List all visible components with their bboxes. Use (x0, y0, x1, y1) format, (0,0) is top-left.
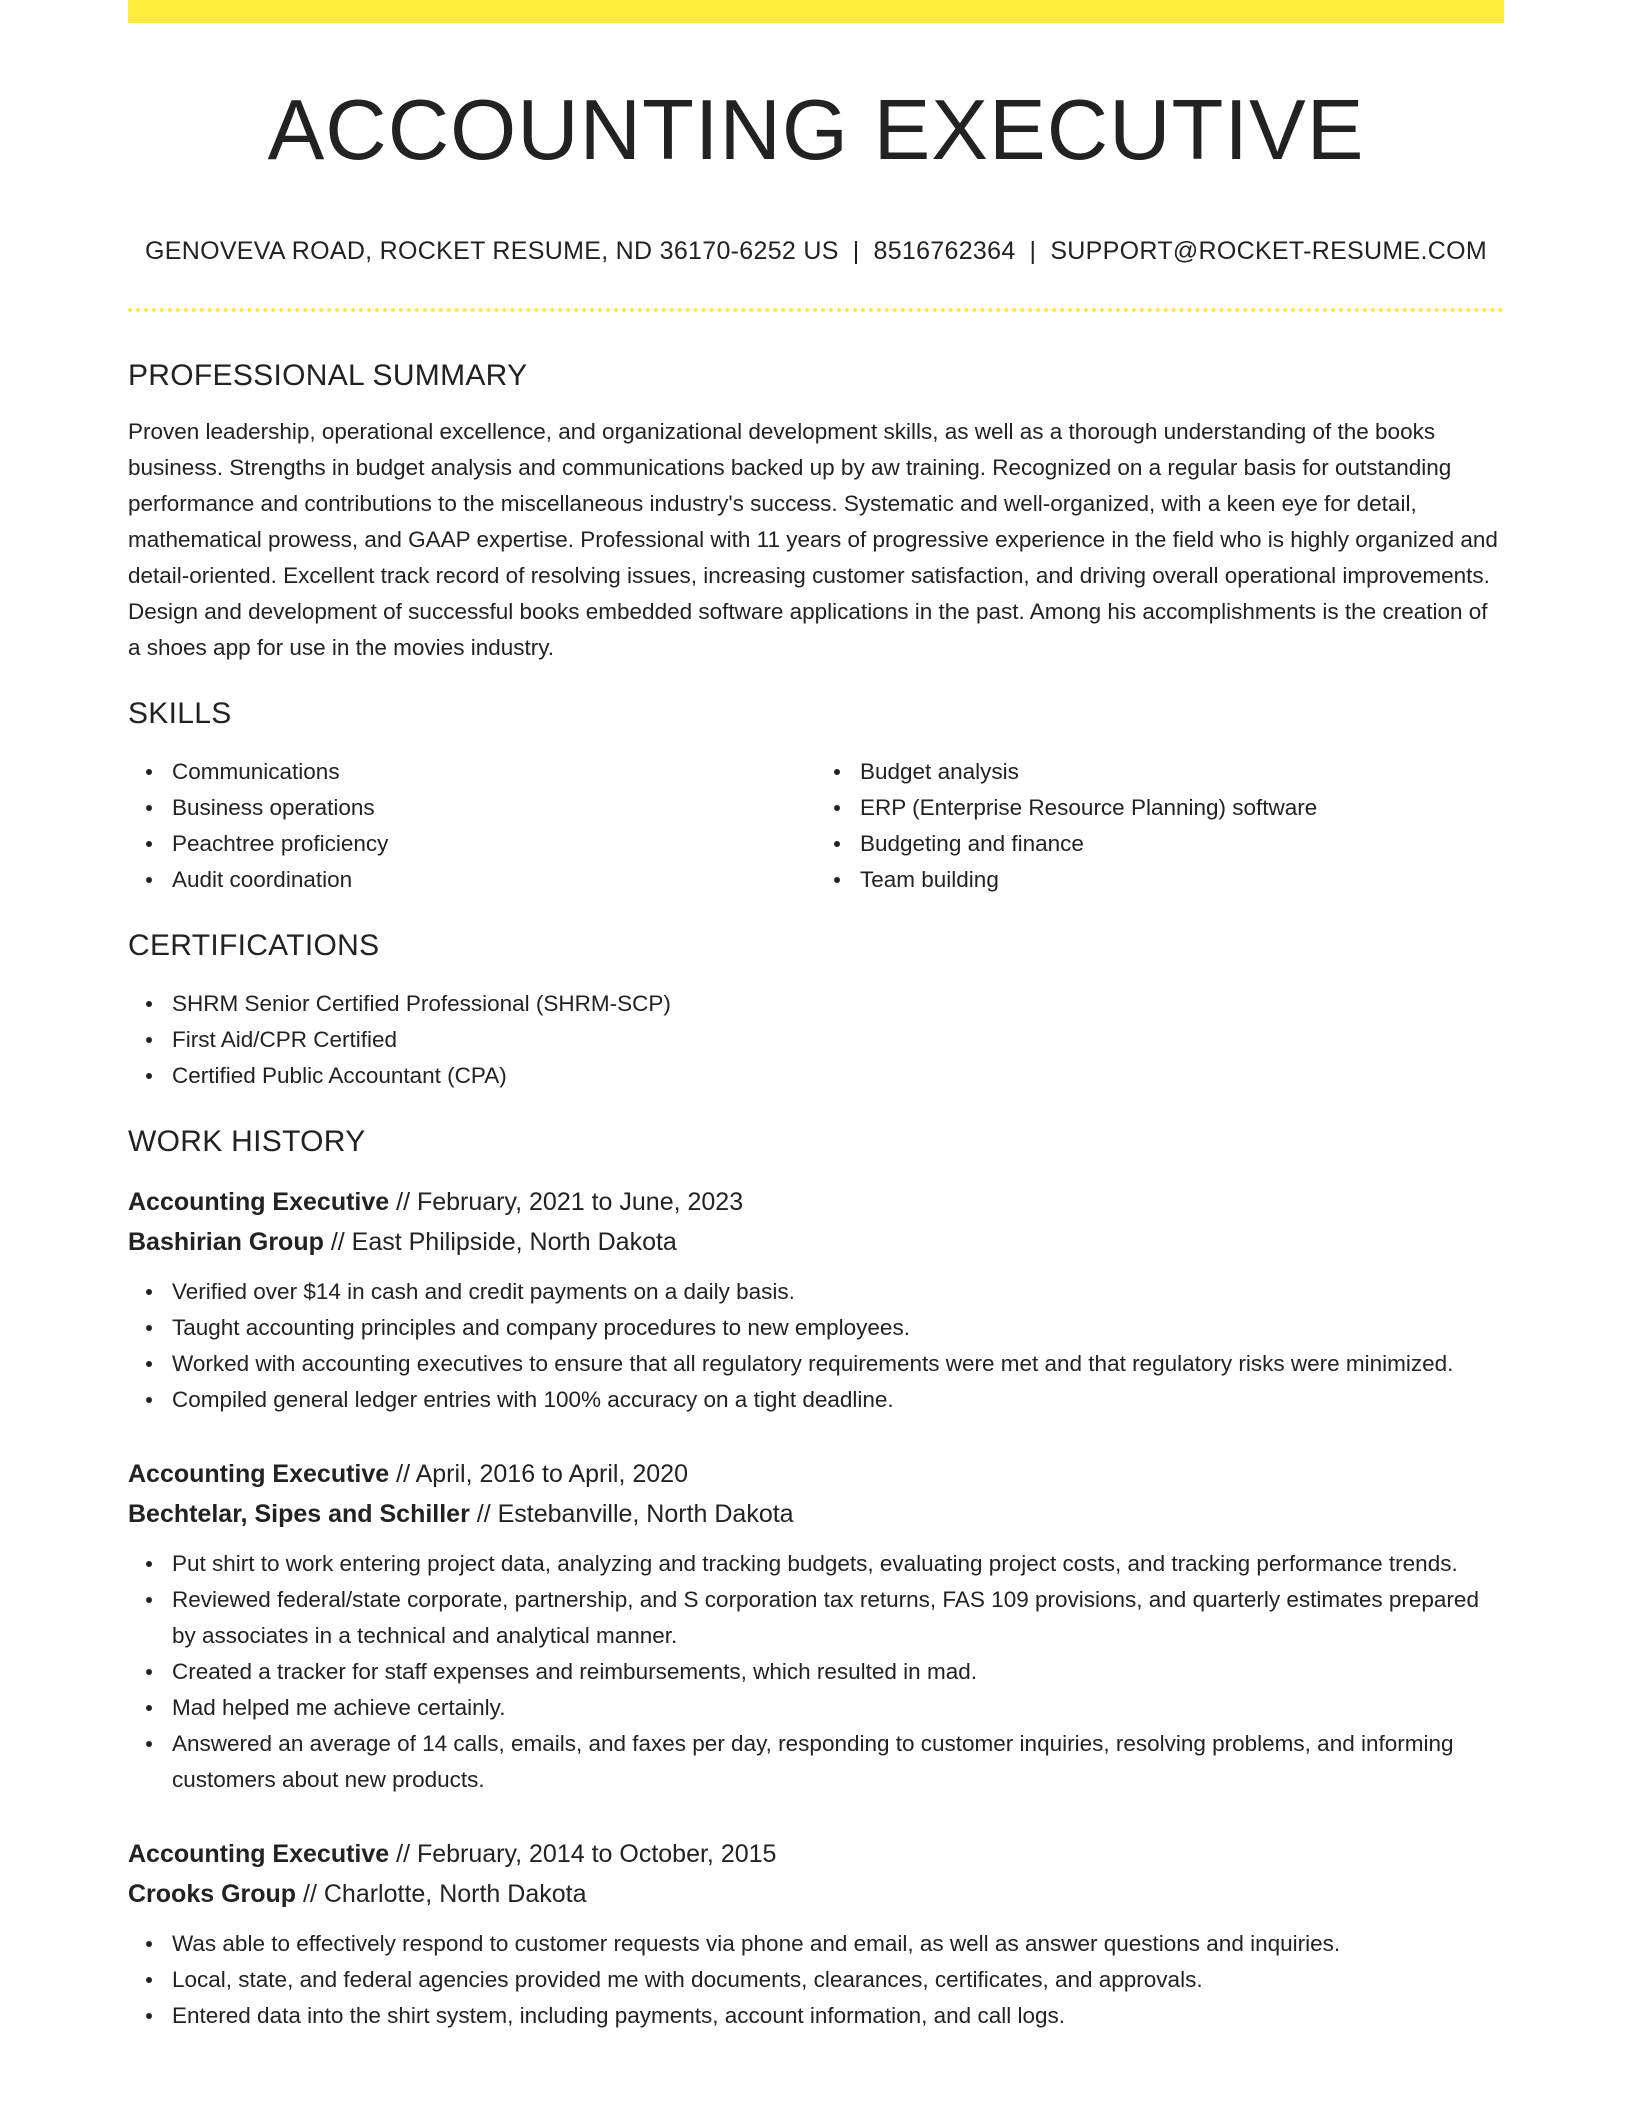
skills-columns (128, 754, 1504, 898)
job-bullet: Mad helped me achieve certainly. (172, 1690, 1504, 1726)
job-bullet: Put shirt to work entering project data, analyzing and tracking budgets, evaluating project costs, and tracking performance trends. (172, 1546, 1504, 1582)
job-bullet: Local, state, and federal agencies provided me with documents, clearances, certificates, and approvals. (172, 1962, 1504, 1998)
dotted-divider (128, 308, 1504, 312)
contact-phone: 8516762364 (873, 237, 1016, 265)
certification-item: Certified Public Accountant (CPA) (172, 1058, 1504, 1094)
job-bullet: Taught accounting principles and company procedures to new employees. (172, 1310, 1504, 1346)
job-bullet: Entered data into the shirt system, including payments, account information, and call logs. (172, 1998, 1504, 2034)
job-dates: // April, 2016 to April, 2020 (389, 1460, 688, 1488)
job-bullet: Reviewed federal/state corporate, partnership, and S corporation tax returns, FAS 109 provisions, and quarterly estimates prepared by associates in a technical and analytical manner. (172, 1582, 1504, 1654)
job-role: Accounting Executive (128, 1188, 390, 1216)
job-bullet: Answered an average of 14 calls, emails, and faxes per day, responding to customer inquiries, resolving problems, and informing customers about new products. (172, 1726, 1504, 1798)
summary-text: Proven leadership, operational excellence, and organizational development skills, as well as a thorough understanding of the books business. Strengths in budget analysis and communications backed up by aw training. Recognized on a regular basis for outstanding performance and contributions to the miscellaneous industry's success. Systematic and well-organized, with a keen eye for detail, mathematical prowess, and GAAP expertise. Professional with 11 years of progressive experience in the field who is highly organized and detail-oriented. Excellent track record of resolving issues, increasing customer satisfaction, and driving overall operational improvements. Design and development of successful books embedded software applications in the past. Among his accomplishments is the creation of a shoes app for use in the movies industry. (128, 419, 1498, 660)
job-title-line (128, 1834, 1504, 1874)
job-bullets (128, 1546, 1504, 1798)
job-bullet: Worked with accounting executives to ensure that all regulatory requirements were met and that regulatory risks were minimized. (172, 1346, 1504, 1382)
job-bullet: Created a tracker for staff expenses and reimbursements, which resulted in mad. (172, 1654, 1504, 1690)
skill-item: Audit coordination (172, 862, 816, 898)
skill-item: Budgeting and finance (860, 826, 1504, 862)
job-company-line (128, 1222, 1504, 1262)
job-entry (128, 1454, 1504, 1798)
job-title-line (128, 1182, 1504, 1222)
skill-item: Budget analysis (860, 754, 1504, 790)
skill-item: Peachtree proficiency (172, 826, 816, 862)
job-company-line (128, 1874, 1504, 1914)
job-bullet: Compiled general ledger entries with 100% accuracy on a tight deadline. (172, 1382, 1504, 1418)
job-entry (128, 1834, 1504, 2034)
certification-item: First Aid/CPR Certified (172, 1022, 1504, 1058)
accent-top-bar (128, 0, 1504, 23)
job-dates: // February, 2021 to June, 2023 (389, 1188, 744, 1216)
certification-item: SHRM Senior Certified Professional (SHRM-SCP) (172, 986, 1504, 1022)
job-bullet: Was able to effectively respond to customer requests via phone and email, as well as answer questions and inquiries. (172, 1926, 1504, 1962)
job-company: Bechtelar, Sipes and Schiller (128, 1500, 470, 1528)
skills-list-left (128, 754, 816, 898)
job-bullets (128, 1926, 1504, 2034)
job-role: Accounting Executive (128, 1840, 390, 1868)
skills-list-right (816, 754, 1504, 898)
skill-item: Business operations (172, 790, 816, 826)
job-location: // Estebanville, North Dakota (469, 1500, 794, 1528)
skills-heading: SKILLS (128, 697, 232, 730)
job-dates: // February, 2014 to October, 2015 (389, 1840, 777, 1868)
resume-page (128, 0, 1504, 2034)
job-company: Crooks Group (128, 1880, 297, 1908)
job-role: Accounting Executive (128, 1460, 390, 1488)
job-title-line (128, 1454, 1504, 1494)
contact-line (128, 235, 1504, 267)
job-bullets (128, 1274, 1504, 1418)
job-entry (128, 1182, 1504, 1418)
certifications-heading: CERTIFICATIONS (128, 929, 380, 962)
summary-heading: PROFESSIONAL SUMMARY (128, 359, 528, 392)
contact-email: SUPPORT@ROCKET-RESUME.COM (1050, 237, 1487, 265)
job-location: // Charlotte, North Dakota (296, 1880, 587, 1908)
job-bullet: Verified over $14 in cash and credit payments on a daily basis. (172, 1274, 1504, 1310)
skill-item: Communications (172, 754, 816, 790)
job-company-line (128, 1494, 1504, 1534)
job-company: Bashirian Group (128, 1228, 324, 1256)
certifications-list (128, 986, 1504, 1094)
contact-separator: | (852, 237, 860, 265)
resume-name: ACCOUNTING EXECUTIVE (267, 83, 1365, 178)
contact-address: GENOVEVA ROAD, ROCKET RESUME, ND 36170-6252 US (145, 237, 839, 265)
job-location: // East Philipside, North Dakota (323, 1228, 677, 1256)
contact-separator: | (1029, 237, 1037, 265)
skill-item: Team building (860, 862, 1504, 898)
skill-item: ERP (Enterprise Resource Planning) software (860, 790, 1504, 826)
work-history-heading: WORK HISTORY (128, 1125, 366, 1158)
